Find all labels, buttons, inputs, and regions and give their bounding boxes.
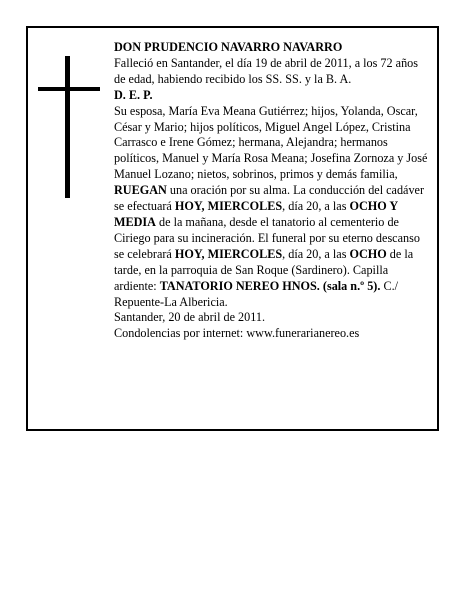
obituary-text [114, 40, 430, 342]
cross-horizontal-bar [38, 87, 100, 91]
time-highlight-1: OCHO Y MEDIA [114, 199, 398, 229]
place-date: Santander, 20 de abril de 2011. [114, 310, 266, 325]
obituary-notice [26, 26, 439, 431]
funeral-home-name: TANATORIO NEREO HNOS. (sala n.º 5). [159, 278, 381, 293]
ceremony-details [114, 183, 430, 310]
death-statement: Falleció en Santander, el día 19 de abril de 2011, a los 72 años de edad, habiendo recibido los SS. SS. y la B. A. [114, 55, 419, 86]
ceremony-text-4: , día 20, a las [282, 246, 350, 261]
deceased-name: DON PRUDENCIO NAVARRO NAVARRO [114, 40, 343, 54]
day-highlight-2: HOY, MIERCOLES [174, 246, 283, 261]
dep-line: D. E. P. [114, 87, 153, 102]
ceremony-text-5: de la tarde, en la parroquia de San Roque (Sardinero). Capilla ardiente: [114, 246, 414, 293]
cross-vertical-bar [65, 56, 70, 198]
ceremony-text-2: , día 20, a las [282, 199, 350, 214]
time-highlight-2: OCHO [349, 246, 387, 261]
cross-icon [38, 56, 100, 198]
ruegan-word: RUEGAN [114, 183, 167, 198]
day-highlight-1: HOY, MIERCOLES [174, 199, 283, 214]
family-list: Su esposa, María Eva Meana Gutiérrez; hijos, Yolanda, Oscar, César y Mario; hijos políticos, Miguel Angel López, Cristina Carrasco e Irene Gómez; hermana, Alejandra; hermanos políticos, Manuel y María Rosa Meana; Josefina Zornoza y José Manuel Lozano; nietos, sobrinos, primos y demás familia, [114, 103, 428, 182]
ceremony-text-1: una oración por su alma. La conducción del cadáver se efectuará [114, 183, 425, 214]
ceremony-text-3: de la mañana, desde el tanatorio al cementerio de Ciriego para su incineración. El funeral por su eterno descanso se celebrará [114, 214, 420, 261]
condolences-line: Condolencias por internet: www.funerarianereo.es [114, 326, 360, 341]
funeral-home-address: C./ Repuente-La Albericia. [114, 278, 399, 309]
